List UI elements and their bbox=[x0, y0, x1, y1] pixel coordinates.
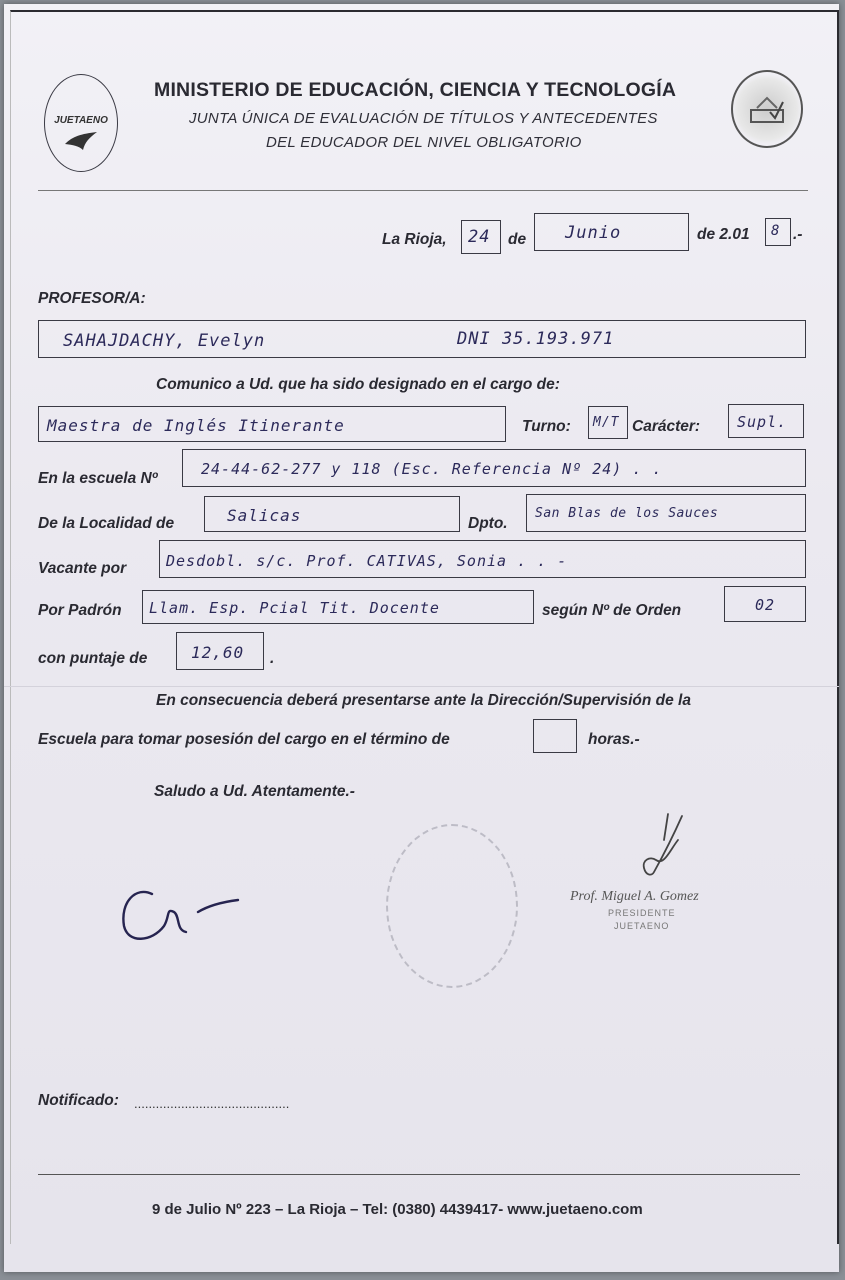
designation-intro: Comunico a Ud. que ha sido designado en el cargo de: bbox=[156, 376, 560, 393]
document-page bbox=[4, 4, 839, 1272]
signatory-name: Prof. Miguel A. Gomez bbox=[570, 889, 699, 904]
padron-value: Llam. Esp. Pcial Tit. Docente bbox=[149, 599, 440, 617]
ministry-title: MINISTERIO DE EDUCACIÓN, CIENCIA Y TECNOLOGÍA bbox=[154, 79, 677, 101]
vacante-label: Vacante por bbox=[38, 560, 127, 577]
puntaje-value: 12,60 bbox=[191, 643, 245, 662]
body-line2-a: Escuela para tomar posesión del cargo en el término de bbox=[38, 731, 450, 748]
profesor-field[interactable] bbox=[38, 320, 806, 358]
turno-label: Turno: bbox=[522, 418, 571, 435]
body-line2-b: horas.- bbox=[588, 731, 640, 748]
header-divider bbox=[38, 190, 808, 191]
president-signature bbox=[624, 810, 704, 890]
dpto-label: Dpto. bbox=[468, 515, 508, 532]
escuela-field[interactable] bbox=[182, 449, 806, 487]
localidad-value: Salicas bbox=[227, 506, 302, 525]
signatory-org: JUETAENO bbox=[614, 921, 670, 931]
day-field[interactable] bbox=[461, 220, 501, 254]
escuela-value: 24-44-62-277 y 118 (Esc. Referencia Nº 24) . . bbox=[201, 460, 663, 478]
notificado-dots: ........................................... bbox=[134, 1096, 290, 1111]
caracter-field[interactable] bbox=[728, 404, 804, 438]
logo-text: JUETAENO bbox=[54, 115, 108, 126]
fold-line bbox=[4, 686, 839, 687]
ministry-emblem bbox=[731, 70, 803, 148]
horas-field[interactable] bbox=[533, 719, 577, 753]
dpto-value: San Blas de los Sauces bbox=[535, 506, 719, 521]
profesor-name: SAHAJDACHY, Evelyn bbox=[63, 331, 266, 351]
turno-field[interactable] bbox=[588, 406, 628, 439]
escuela-label: En la escuela Nº bbox=[38, 470, 158, 487]
page-border bbox=[10, 10, 839, 1244]
orden-field[interactable] bbox=[724, 586, 806, 622]
orden-label: según Nº de Orden bbox=[542, 602, 682, 619]
handwritten-initial bbox=[112, 882, 242, 952]
vacante-value: Desdobl. s/c. Prof. CATIVAS, Sonia . . - bbox=[166, 552, 568, 570]
cargo-value: Maestra de Inglés Itinerante bbox=[47, 416, 345, 435]
juetaeno-logo bbox=[44, 74, 118, 172]
year-digit: 8 bbox=[771, 223, 781, 239]
junta-line2: DEL EDUCADOR DEL NIVEL OBLIGATORIO bbox=[266, 134, 582, 151]
puntaje-suffix: . bbox=[270, 650, 275, 667]
padron-label: Por Padrón bbox=[38, 602, 122, 619]
book-icon bbox=[745, 90, 789, 128]
day-value: 24 bbox=[468, 227, 491, 247]
puntaje-field[interactable] bbox=[176, 632, 264, 670]
notificado-label: Notificado: bbox=[38, 1092, 119, 1109]
turno-value: M/T bbox=[593, 415, 620, 430]
footer-divider bbox=[38, 1174, 800, 1175]
de-label: de bbox=[508, 231, 527, 248]
localidad-field[interactable] bbox=[204, 496, 460, 532]
vacante-field[interactable] bbox=[159, 540, 806, 578]
month-field[interactable] bbox=[534, 213, 689, 251]
place-label: La Rioja, bbox=[382, 231, 447, 248]
profesor-label: PROFESOR/A: bbox=[38, 290, 146, 307]
orden-value: 02 bbox=[755, 596, 776, 614]
dove-icon bbox=[63, 130, 99, 152]
signatory-role: PRESIDENTE bbox=[608, 908, 676, 918]
dpto-field[interactable] bbox=[526, 494, 806, 532]
year-label: de 2.01 bbox=[697, 226, 750, 243]
saludo: Saludo a Ud. Atentamente.- bbox=[154, 783, 355, 800]
junta-line1: JUNTA ÚNICA DE EVALUACIÓN DE TÍTULOS Y ANTECEDENTES bbox=[189, 110, 658, 127]
caracter-value: Supl. bbox=[737, 413, 788, 431]
profesor-dni: DNI 35.193.971 bbox=[457, 329, 615, 349]
year-digit-field[interactable] bbox=[765, 218, 791, 246]
localidad-label: De la Localidad de bbox=[38, 515, 175, 532]
official-stamp bbox=[386, 824, 518, 988]
month-value: Junio bbox=[565, 223, 622, 243]
cargo-field[interactable] bbox=[38, 406, 506, 442]
padron-field[interactable] bbox=[142, 590, 534, 624]
caracter-label: Carácter: bbox=[632, 418, 701, 435]
year-suffix: .- bbox=[793, 226, 803, 243]
body-line1: En consecuencia deberá presentarse ante la Dirección/Supervisión de la bbox=[156, 692, 691, 709]
puntaje-label: con puntaje de bbox=[38, 650, 148, 667]
footer-address: 9 de Julio Nº 223 – La Rioja – Tel: (0380) 4439417- www.juetaeno.com bbox=[152, 1201, 643, 1218]
